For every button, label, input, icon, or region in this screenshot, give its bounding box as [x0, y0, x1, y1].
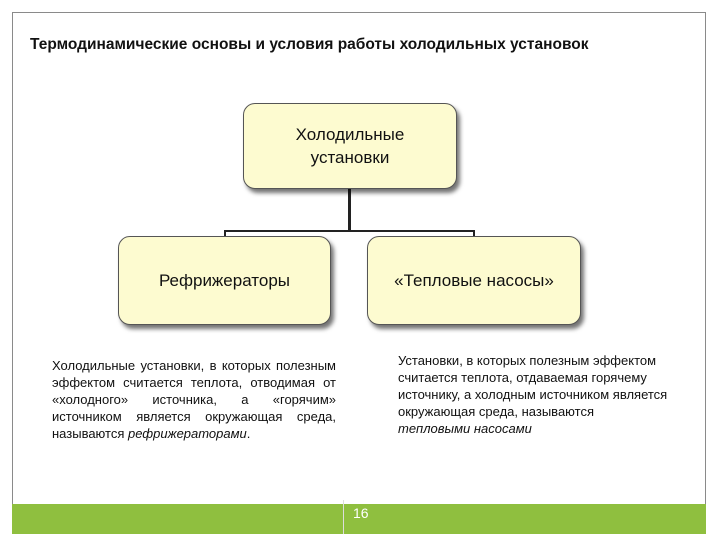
heat-pumps-term: тепловыми насосами	[398, 421, 532, 436]
root-node-refrigeration-units	[243, 103, 457, 189]
connector-root-stem	[348, 189, 351, 231]
node-heat-pumps	[367, 236, 581, 325]
refrigerators-term: рефрижераторами	[127, 426, 247, 441]
root-node-label	[296, 123, 405, 169]
root-node-line-1: Холодильные	[295, 125, 405, 144]
refrigerators-description-text: Холодильные установки, в которых полезным эффектом считается теплота, отводимая от «холодного» источника, а «горячим» источником является окружающая среда, называются	[52, 358, 336, 441]
node-refrigerators-label: Рефрижераторы	[158, 270, 291, 290]
slide-frame	[12, 12, 706, 534]
node-refrigerators	[118, 236, 331, 325]
heat-pumps-description-text: Установки, в которых полезным эффектом считается теплота, отдаваемая горячему источнику, а холодным источником является окружающая среда, называются	[398, 353, 668, 419]
refrigerators-description-end: .	[246, 426, 251, 441]
refrigerators-description	[52, 357, 336, 442]
heat-pumps-description	[398, 352, 668, 437]
footer-divider	[343, 500, 344, 534]
node-heat-pumps-label: «Тепловые насосы»	[394, 270, 554, 290]
root-node-line-2: установки	[310, 148, 390, 167]
connector-horizontal	[224, 230, 475, 232]
page-number: 16	[353, 505, 369, 521]
slide-title: Термодинамические основы и условия работы холодильных установок	[30, 36, 589, 53]
